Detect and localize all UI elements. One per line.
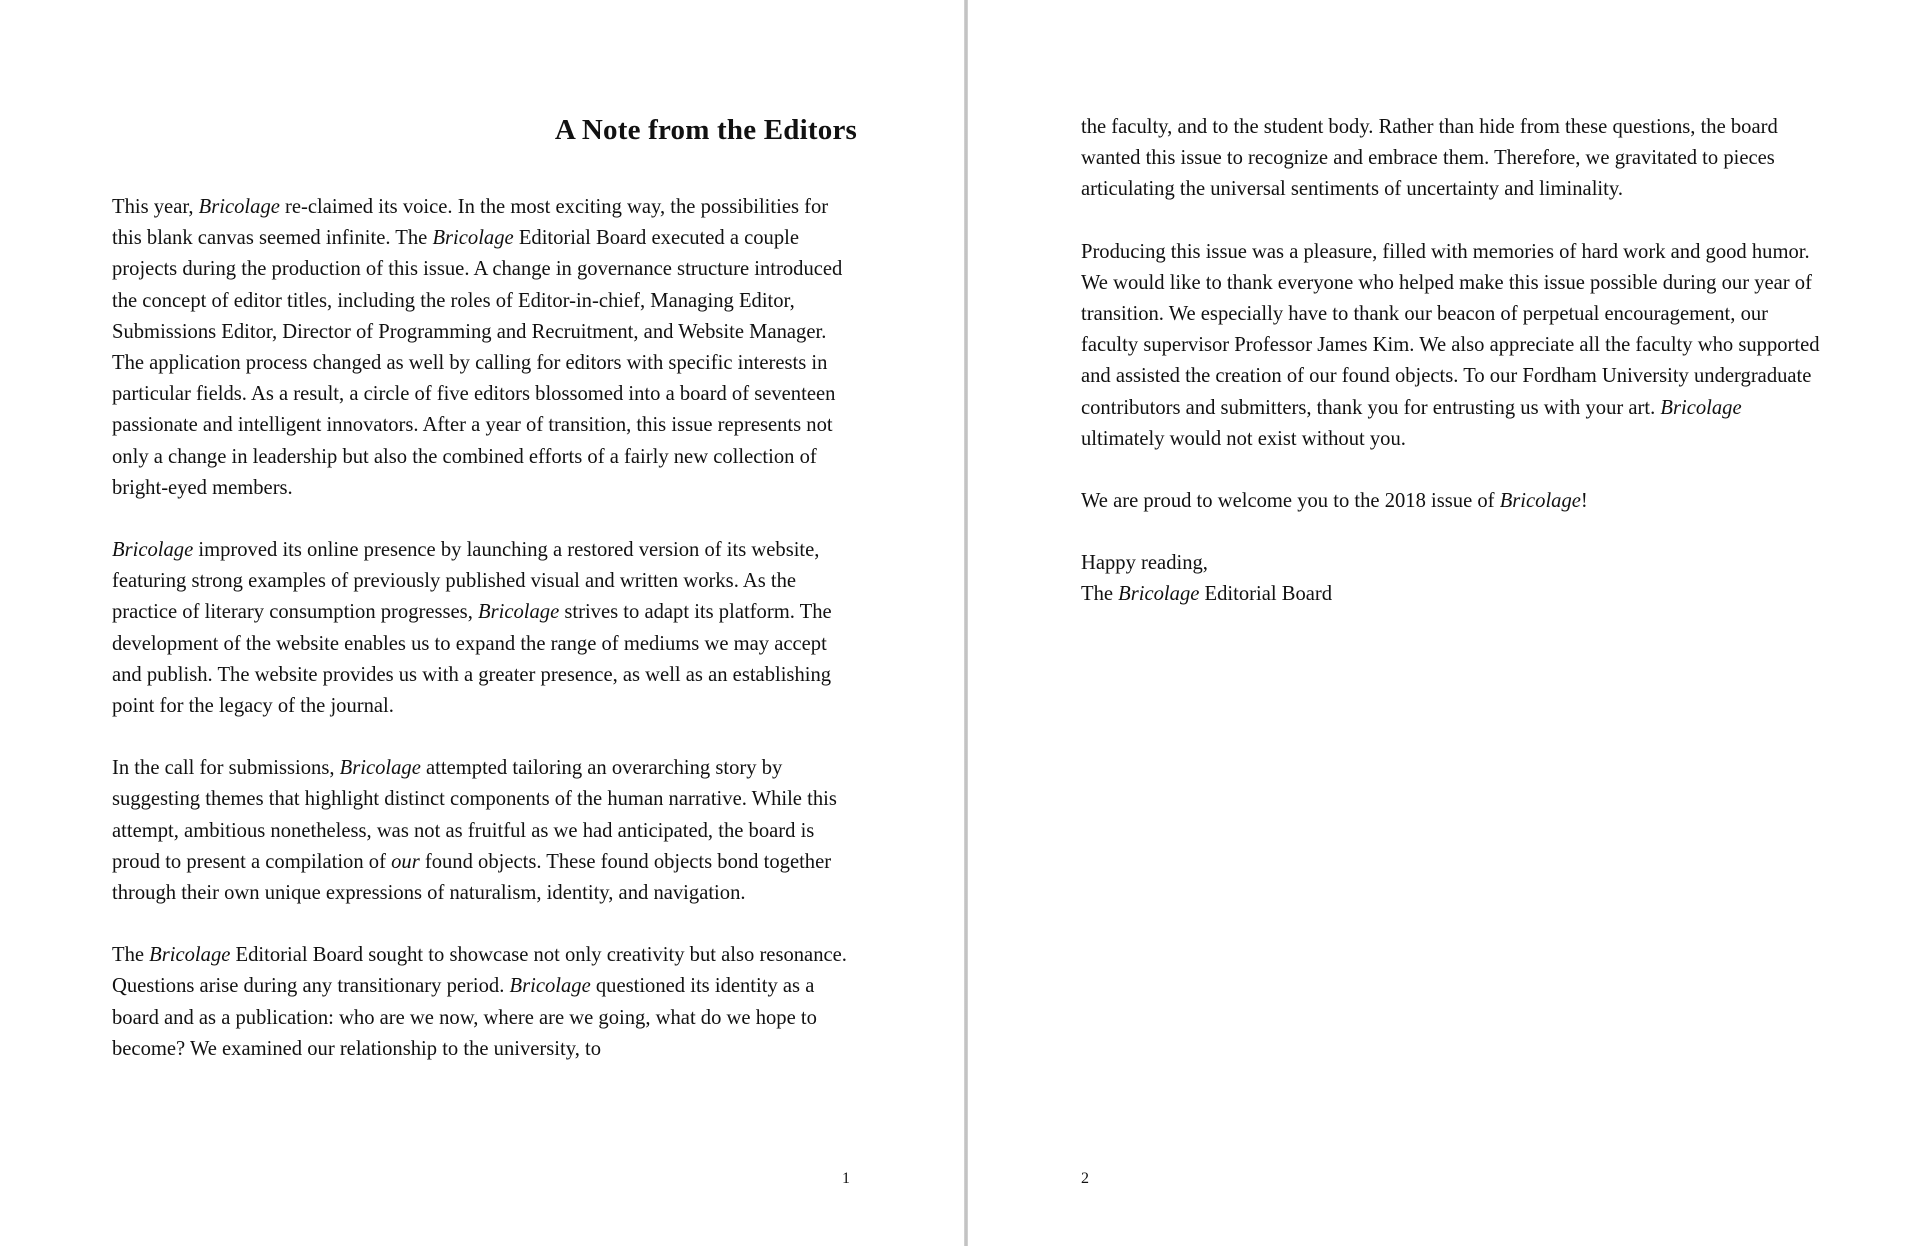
italic-text: Bricolage: [509, 975, 591, 998]
page-1-body: [112, 192, 857, 1065]
italic-text: Bricolage: [149, 944, 231, 967]
italic-text: Bricolage: [112, 539, 194, 562]
page-divider: [964, 0, 968, 1246]
page-2: [969, 0, 1928, 1246]
page-number: 2: [1081, 1170, 1089, 1187]
paragraph: Bricolage improved its online presence by launching a restored version of its website, featuring strong examples of previously published visual and written works. As the practice of literary consumption progresses, Bricolage strives to adapt its platform. The development of the website enables us to expand the range of mediums we may accept and publish. The website provides us with a greater presence, as well as an establishing point for the legacy of the journal.: [112, 539, 832, 718]
page-2-text-column: [1081, 112, 1826, 642]
paragraph: The Bricolage Editorial Board sought to showcase not only creativity but also resonance. Questions arise during any transitionary period. Bricolage questioned its identity as a board and as a publication: who are we now, where are we going, what do we hope to become? We examined our relationship to the university, to: [112, 944, 847, 1060]
italic-text: Bricolage: [1118, 583, 1200, 606]
italic-text: Bricolage: [1660, 396, 1742, 419]
italic-text: Bricolage: [339, 757, 421, 780]
paragraph: Producing this issue was a pleasure, filled with memories of hard work and good humor. We would like to thank everyone who helped make this issue possible during our year of transition. We especially have to thank our beacon of perpetual encouragement, our faculty supervisor Professor James Kim. We also appreciate all the faculty who supported and assisted the creation of our found objects. To our Fordham University undergraduate contributors and submitters, thank you for entrusting us with your art. Bricolage ultimately would not exist without you.: [1081, 240, 1820, 450]
page-2-body: [1081, 112, 1826, 611]
italic-text: Bricolage: [432, 227, 514, 250]
paragraph: In the call for submissions, Bricolage attempted tailoring an overarching story by suggesting themes that highlight distinct components of the human narrative. While this attempt, ambitious nonetheless, was not as fruitful as we had anticipated, the board is proud to present a compilation of our found objects. These found objects bond together through their own unique expressions of naturalism, identity, and navigation.: [112, 757, 837, 905]
paragraph: This year, Bricolage re-claimed its voice. In the most exciting way, the possibilities for this blank canvas seemed infinite. The Bricolage Editorial Board executed a couple projects during the production of this issue. A change in governance structure introduced the concept of editor titles, including the roles of Editor-in-chief, Managing Editor, Submissions Editor, Director of Programming and Recruitment, and Website Manager. The application process changed as well by calling for editors with specific interests in particular fields. As a result, a circle of five editors blossomed into a board of seventeen passionate and intelligent innovators. After a year of transition, this issue represents not only a change in leadership but also the combined efforts of a fairly new collection of bright-eyed members.: [112, 196, 843, 499]
page-number: 1: [842, 1170, 850, 1187]
page-1-text-column: [112, 110, 857, 1096]
paragraph: Happy reading, The Bricolage Editorial Board: [1081, 552, 1333, 606]
italic-text: Bricolage: [478, 601, 560, 624]
italic-text: Bricolage: [1499, 490, 1581, 513]
paragraph: We are proud to welcome you to the 2018 issue of Bricolage!: [1081, 490, 1588, 513]
italic-text: our: [391, 850, 420, 873]
paragraph: the faculty, and to the student body. Rather than hide from these questions, the board wanted this issue to recognize and embrace them. Therefore, we gravitated to pieces articulating the universal sentiments of uncertainty and liminality.: [1081, 116, 1778, 201]
italic-text: Bricolage: [198, 196, 280, 218]
page-title: A Note from the Editors: [554, 114, 857, 146]
